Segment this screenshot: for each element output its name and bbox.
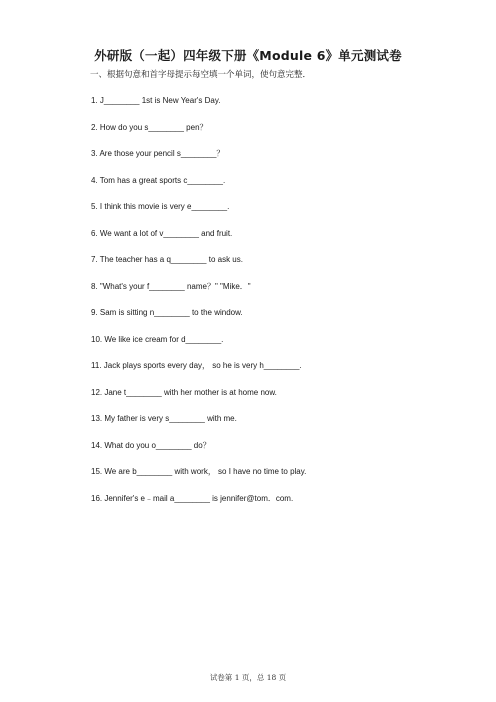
question-item: 10. We like ice cream for d________. <box>91 334 224 344</box>
question-item: 5. I think this movie is very e________. <box>91 202 230 211</box>
question-item: 11. Jack plays sports every day， so he is very h________. <box>91 361 302 370</box>
question-item: 2. How do you s________ pen？ <box>91 122 208 132</box>
question-item: 13. My father is very s________ with me. <box>91 414 237 423</box>
question-item: 14. What do you o________ do？ <box>91 440 211 450</box>
question-item: 4. Tom has a great sports c________. <box>91 175 226 185</box>
page-footer: 试卷第 1 页，总 18 页 <box>209 673 287 682</box>
question-item: 6. We want a lot of v________ and fruit. <box>91 228 233 238</box>
question-list <box>91 96 306 520</box>
question-item: 15. We are b________ with work， so I have no time to play. <box>91 467 307 476</box>
question-item: 12. Jane t________ with her mother is at home now. <box>91 387 277 397</box>
question-item: 3. Are those your pencil s________？ <box>91 149 225 158</box>
question-item: 16. Jennifer's e﹣mail a________ is jennifer@tom．com. <box>91 493 294 503</box>
question-item: 7. The teacher has a q________ to ask us. <box>91 255 243 264</box>
question-item: 9. Sam is sitting n________ to the window. <box>91 308 243 317</box>
section-instruction: 一、根据句意和首字母提示每空填一个单词，使句意完整． <box>90 70 312 80</box>
question-item: 8. "What's your f________ name？" "Mike．" <box>91 281 251 291</box>
document-title: 外研版（一起）四年级下册《Module 6》单元测试卷 <box>94 48 402 63</box>
question-item: 1. J________ 1st is New Year's Day. <box>91 96 221 105</box>
